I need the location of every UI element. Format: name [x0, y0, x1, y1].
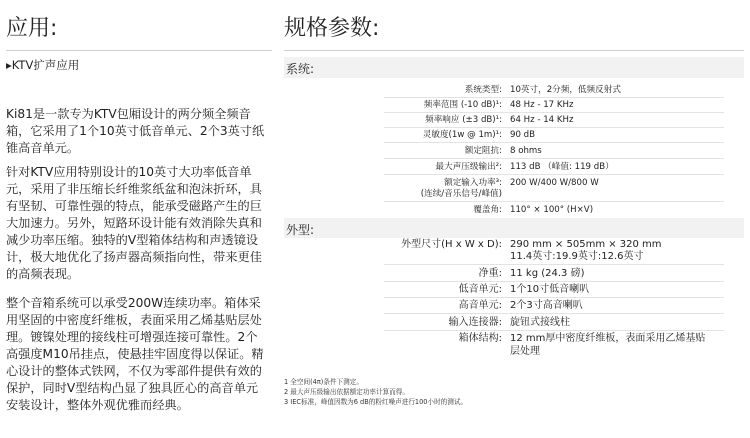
spec-value: 110° × 100° (H×V) [510, 205, 594, 215]
row-divider [384, 142, 724, 143]
spec-value: 113 dB （峰值: 119 dB） [510, 162, 614, 172]
spec-label: 额定阻抗: [464, 146, 502, 156]
footnote: 2 最大声压级输出依据额定功率计算而得。 [284, 388, 409, 396]
spec-value: 90 dB [510, 130, 536, 140]
application-heading: 应用: [6, 16, 58, 41]
row-divider [384, 97, 724, 98]
footnote: 1 全空间(4π)条件下测定。 [284, 378, 363, 386]
row-divider [384, 264, 724, 265]
spec-value: 层处理 [510, 346, 540, 357]
spec-label: 频率响应 (±3 dB)¹: [425, 115, 502, 125]
specs-column [284, 0, 744, 406]
driver-paragraph: 针对KTV应用特别设计的10英寸大功率低音单元，采用了非压缩长纤维浆纸盆和泡沫折环，具有坚韧、可靠性强的特点，能承受磁路产生的巨大加速力。另外，短路环设计能有效消除失真和减少功率压缩。独特的V型箱体结构和声透镜设计，极大地优化了扬声器高频指向性，带来更佳的高频表现。 [6, 165, 262, 281]
specs-heading: 规格参数: [284, 16, 380, 41]
specs-divider [284, 50, 744, 51]
row-divider [384, 313, 724, 314]
system-paragraph: 整个音箱系统可以承受200W连续功率。箱体采用坚固的中密度纤维板，表面采用乙烯基贴层处理。镀镍处理的接线柱可增强连接可靠性。2个高强度M10吊挂点，使悬挂牢固度得以保证。精心设计的整体式铁网，不仅为零部件提供有效的保护，同时V型结构凸显了独具匠心的高音单元安装设计，整体外观优雅而经典。 [6, 296, 264, 412]
spec-value: 12 mm厚中密度纤维板，表面采用乙烯基贴 [510, 333, 706, 344]
system-section-band [284, 57, 744, 78]
row-divider [384, 112, 724, 113]
row-divider [384, 297, 724, 298]
spec-label: 频率范围 (-10 dB)¹: [423, 100, 502, 110]
spec-value: 2个3寸高音喇叭 [510, 300, 583, 311]
spec-label: 最大声压级输出²: [435, 162, 502, 172]
spec-label: 箱体结构: [458, 333, 502, 344]
spec-value: 290 mm × 505mm × 320 mm [510, 239, 662, 250]
shape-section-title: 外型: [286, 223, 315, 237]
spec-label: 输入连接器: [448, 317, 502, 328]
spec-value: 64 Hz - 14 KHz [510, 115, 574, 125]
row-divider [384, 174, 724, 175]
intro-paragraph: Ki81是一款专为KTV包厢设计的两分频全频音箱，它采用了1个10英寸低音单元、2个3英寸纸锥高音单元。 [6, 107, 265, 155]
row-divider [384, 127, 724, 128]
row-divider [384, 281, 724, 282]
row-divider [384, 201, 724, 202]
spec-value: 48 Hz - 17 KHz [510, 100, 574, 110]
spec-label: 系统类型: [464, 85, 502, 95]
spec-label: 额定输入功率³: [444, 178, 502, 188]
row-divider [384, 330, 724, 331]
spec-value: 旋钮式接线柱 [510, 317, 570, 328]
spec-value: 11 kg (24.3 磅) [510, 268, 585, 279]
spec-value: 1个10寸低音喇叭 [510, 284, 590, 295]
spec-value: 200 W/400 W/800 W [510, 178, 599, 188]
spec-label: (连续/音乐信号/峰值) [420, 189, 502, 199]
spec-label: 高音单元: [458, 300, 502, 311]
spec-label: 外型尺寸(H x W x D): [401, 239, 502, 250]
spec-value: 10英寸，2分频，低频反射式 [510, 85, 621, 95]
spec-value: 8 ohms [510, 146, 542, 156]
application-column [6, 0, 272, 412]
spec-label: 灵敏度(1w @ 1m)¹: [422, 130, 502, 140]
spec-label: 覆盖角: [473, 205, 502, 215]
shape-section-band [284, 218, 744, 238]
spec-value: 11.4英寸:19.9英寸:12.6英寸 [510, 251, 644, 262]
system-section-title: 系统: [286, 62, 315, 76]
spec-label: 低音单元: [458, 284, 502, 295]
footnote: 3 IEC标准，峰值因数为6 dB的粉红噪声进行100小时的测试。 [284, 398, 468, 406]
application-divider [6, 50, 272, 51]
row-divider [384, 158, 724, 159]
application-subtitle: ▸KTV扩声应用 [6, 58, 80, 72]
spec-label: 净重: [478, 268, 502, 279]
